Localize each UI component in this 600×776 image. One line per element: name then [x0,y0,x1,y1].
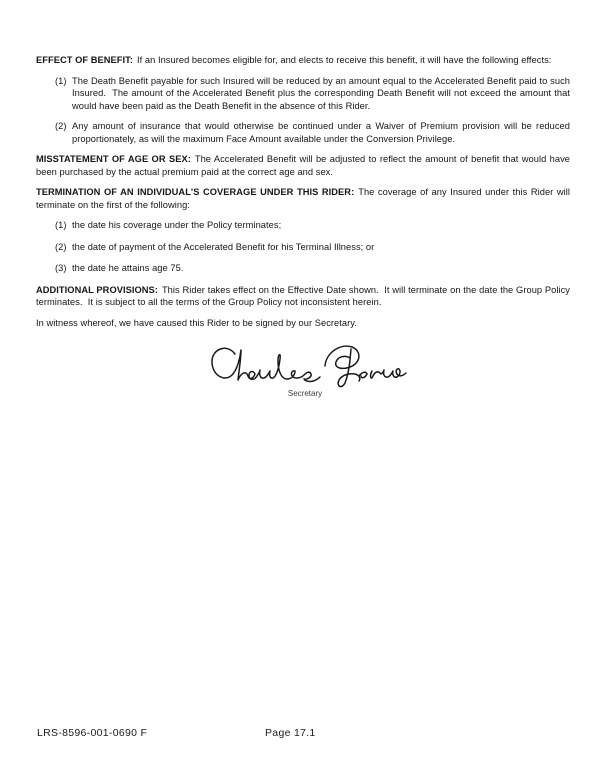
list-item-number: (1) [55,220,67,230]
list-item [36,241,570,254]
list-item-number: (2) [55,241,67,252]
section-text-effect: If an Insured becomes eligible for, and elects to receive this benefit, it will have the following effects: [136,55,552,65]
section-misstatement [36,153,570,178]
termination-list [36,219,570,275]
list-item [36,120,570,145]
list-item-number: (2) [55,121,67,131]
section-heading-termination: TERMINATION OF AN INDIVIDUAL'S COVERAGE UNDER THIS RIDER: [36,187,355,197]
section-text-additional: This Rider takes effect on the Effective Date shown. It will terminate on the date the Group Policy terminates. It is subject to all the terms of the Group Policy not inconsistent herein. [36,284,570,307]
list-item [36,219,570,232]
list-item-text: The Death Benefit payable for such Insured will be reduced by an amount equal to the Accelerated Benefit paid to such Insured. The amount of the Accelerated Benefit plus the corresponding Death Benefit will not exceed the amount that would have been paid as the Death Benefit in the absence of this Rider. [72,75,570,111]
section-effect-of-benefit [36,54,570,67]
witness-statement: In witness whereof, we have caused this Rider to be signed by our Secretary. [36,317,357,328]
list-item-text: Any amount of insurance that would otherwise be continued under a Waiver of Premium provision will be reduced proportionately, as will the maximum Face Amount available under the Conversion Privilege. [72,121,570,144]
signature-title: Secretary [287,389,323,398]
list-item-number: (1) [55,75,67,86]
section-heading-misstatement: MISSTATEMENT OF AGE OR SEX: [36,154,191,164]
list-item-text: the date his coverage under the Policy terminates; [72,220,282,230]
section-additional-provisions [36,284,570,309]
section-heading-additional: ADDITIONAL PROVISIONS: [36,284,158,295]
list-item [36,262,570,275]
section-text-misstatement: The Accelerated Benefit will be adjusted to reflect the amount of benefit that would have been purchased by the actual premium paid at the correct age and sex. [36,154,571,177]
signature-stroke-charles [212,348,320,381]
signature-stroke-denaro [325,346,406,386]
list-item-number: (3) [55,263,67,273]
list-item-text: the date of payment of the Accelerated Benefit for his Terminal Illness; or [72,241,375,252]
signature-block [200,341,410,398]
signature-image [203,341,407,391]
section-termination [36,186,570,211]
section-text-termination: The coverage of any Insured under this Rider will terminate on the first of the following: [36,187,570,210]
effect-list [36,75,570,146]
section-heading-effect: EFFECT OF BENEFIT: [36,55,133,65]
list-item-text: the date he attains age 75. [72,263,184,273]
footer-form-number: LRS-8596-001-0690 F [37,727,148,739]
footer-page-number: Page 17.1 [265,727,316,739]
document-body [36,54,570,337]
list-item [36,75,570,113]
